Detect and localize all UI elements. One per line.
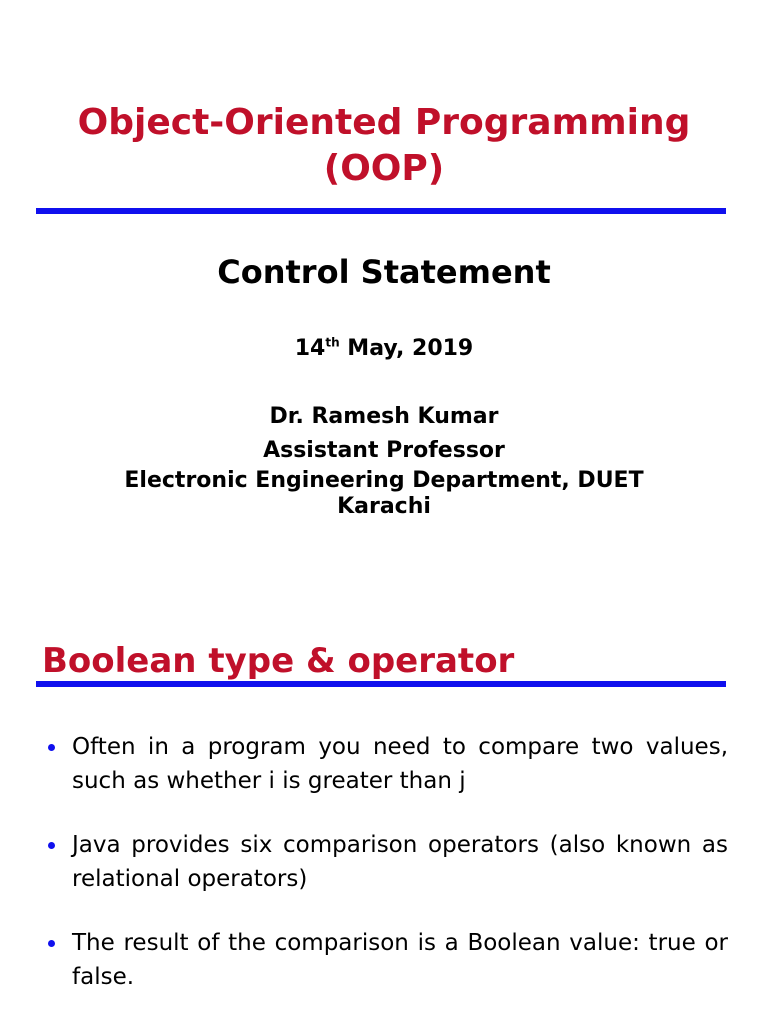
list-item [48, 828, 728, 896]
author-department-line-2: Karachi [337, 494, 431, 519]
bullet-dot-icon [48, 842, 55, 849]
bullet-text: Often in a program you need to compare two values, such as whether i is greater than j [72, 734, 728, 794]
list-item [48, 730, 728, 798]
section-divider [36, 681, 726, 687]
main-title [0, 100, 768, 192]
list-item [48, 926, 728, 994]
author-department [0, 468, 768, 520]
bullet-dot-icon [48, 744, 55, 751]
main-title-line-1: Object-Oriented Programming [77, 102, 691, 143]
subtitle: Control Statement [217, 253, 551, 291]
section-title: Boolean type & operator [42, 641, 515, 681]
author-block [0, 400, 768, 520]
date [0, 335, 768, 363]
main-title-line-2: (OOP) [323, 148, 445, 189]
bullet-text: Java provides six comparison operators (also known as relational operators) [72, 832, 728, 892]
date-suffix: th [325, 335, 340, 350]
date-day: 14 [294, 336, 326, 361]
bullet-list [48, 730, 728, 1024]
bullet-dot-icon [48, 940, 55, 947]
title-divider [36, 208, 726, 214]
date-rest: May, 2019 [339, 336, 474, 361]
author-title: Assistant Professor [263, 438, 505, 463]
bullet-text: The result of the comparison is a Boolean value: true or false. [72, 930, 728, 990]
author-name: Dr. Ramesh Kumar [269, 404, 499, 429]
author-department-line-1: Electronic Engineering Department, DUET [124, 468, 644, 493]
